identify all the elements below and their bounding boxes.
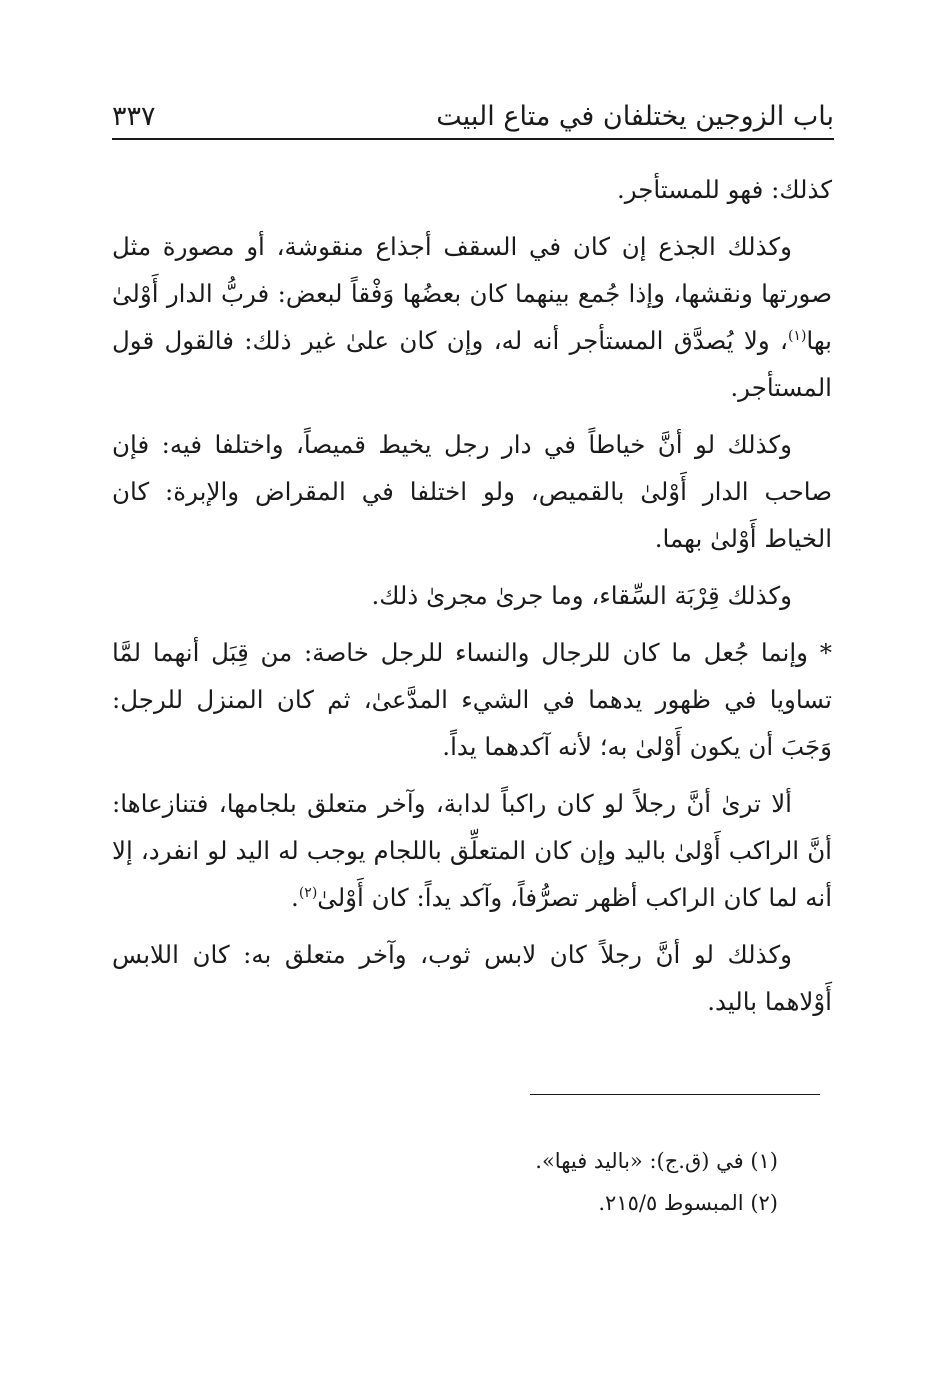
- page-number: ٣٣٧: [112, 101, 156, 132]
- footnote-2: (٢) المبسوط ٢١٥/٥.: [598, 1191, 778, 1215]
- footnote-rule: [530, 1094, 820, 1095]
- footnote-1: (١) في (ق.ج): «باليد فيها».: [535, 1149, 778, 1173]
- paragraph-3: وكذلك لو أنَّ خياطاً في دار رجل يخيط قميصاً، واختلفا فيه: فإن صاحب الدار أَوْلىٰ بالقميص، ولو اختلفا في المقراض والإبرة: كان الخياط أَوْلىٰ بهما.: [112, 430, 832, 553]
- paragraph-2: [112, 223, 832, 411]
- paragraph-2-text: وكذلك الجذع إن كان في السقف أجذاع منقوشة، أو مصورة مثل صورتها ونقشها، وإذا جُمع بينهما كان بعضُها وَفْقاً لبعض: فربُّ الدار أَوْلىٰ بها: [112, 232, 832, 355]
- paragraph-1: كذلك: فهو للمستأجر.: [616, 175, 832, 204]
- chapter-title: باب الزوجين يختلفان في متاع البيت: [436, 101, 834, 132]
- paragraph-7: وكذلك لو أنَّ رجلاً كان لابس ثوب، وآخر متعلق به: كان اللابس أَوْلاهما باليد.: [112, 940, 832, 1016]
- paragraph-2-tail: ، ولا يُصدَّق المستأجر أنه له، وإن كان علىٰ غير ذلك: فالقول قول المستأجر.: [112, 326, 832, 402]
- paragraph-6-text: ألا ترىٰ أنَّ رجلاً لو كان راكباً لدابة، وآخر متعلق بلجامها، فتنازعاها: أنَّ الراكب أَوْلىٰ باليد وإن كان المتعلِّق باللجام يوجب له اليد لو انفرد، إلا أنه لما كان الراكب أظهر تصرُّفاً، وآكد يداً: كان أَوْلىٰ: [112, 789, 832, 912]
- paragraph-4: وكذلك قِرْبَة السِّقاء، وما جرىٰ مجرىٰ ذلك.: [371, 581, 792, 610]
- paragraph-6-tail: .: [291, 883, 299, 912]
- main-text: [112, 166, 832, 1035]
- running-header: [112, 88, 834, 136]
- footnotes: [112, 1140, 778, 1224]
- paragraph-6: [112, 780, 832, 921]
- footnote-ref-1: (١): [787, 327, 807, 344]
- paragraph-5: * وإنما جُعل ما كان للرجال والنساء للرجل خاصة: من قِبَل أنهما لمَّا تساويا في ظهور يدهما في الشيء المدَّعىٰ، ثم كان المنزل للرجل: وَجَبَ أن يكون أَوْلىٰ به؛ لأنه آكدهما يداً.: [112, 638, 832, 761]
- footnote-ref-2: (٢): [298, 884, 318, 901]
- header-rule: [112, 138, 834, 140]
